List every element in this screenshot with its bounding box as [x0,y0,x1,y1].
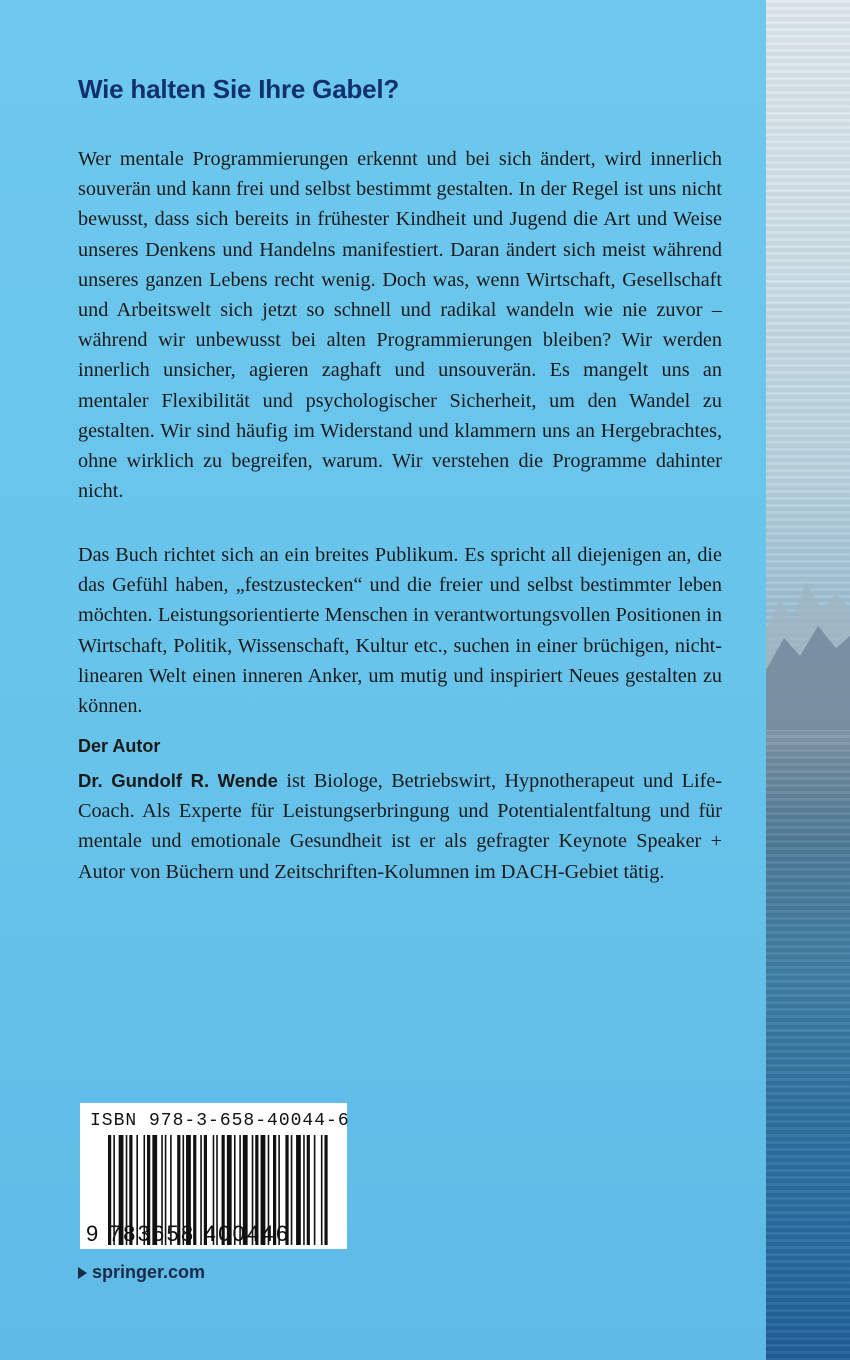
barcode-digits: 9 783658 400446 [86,1221,291,1246]
lake-photo-strip [766,0,850,1360]
barcode-bar [291,1135,293,1245]
author-name: Dr. Gundolf R. Wende [78,770,278,791]
barcode-bar [324,1135,327,1245]
page-title: Wie halten Sie Ihre Gabel? [78,74,400,104]
description-paragraph-2: Das Buch richtet sich an ein breites Publikum. Es spricht all diejenigen an, die das Gefühl haben, „festzustecken“ und die freier und selbst bestimmter leben möchten. Leistungsorientierte Menschen in verantwortungsvollen Positionen in Wirtschaft, Politik, Wissenschaft, Kultur etc., suchen in einer brüchigen, nicht-linearen Welt einen inneren Anker, um mutig und inspiriert Neues gestalten zu können. [78,544,722,718]
isbn-barcode-box [80,1103,350,1249]
barcode-bar [321,1135,323,1245]
barcode-bar [307,1135,310,1245]
author-bio [78,766,722,887]
publisher-link-text: springer.com [92,1262,206,1282]
publisher-link[interactable] [78,1262,205,1283]
barcode-bar [303,1135,305,1245]
description-paragraph-1: Wer mentale Programmierungen erkennt und bei sich ändert, wird innerlich souverän und kann frei und selbst bestimmt gestalten. In der Regel ist uns nicht bewusst, dass sich bereits in frühester Kindheit und Jugend die Art und Weise unseres Denkens und Handelns manifestiert. Daran ändert sich meist während unseres ganzen Lebens recht wenig. Doch was, wenn Wirtschaft, Gesellschaft und Arbeitswelt sich jetzt so schnell und radikal wandeln wie nie zuvor – während wir unbewusst bei alten Programmierungen bleiben? Wir werden innerlich unsicher, agieren zaghaft und unsouverän. Es mangelt uns an mentaler Flexibilität und psychologischer Sicherheit, um den Wandel zu gestalten. Wir sind häufig im Widerstand und klammern uns an Hergebrachtes, ohne wirklich zu begreifen, warum. Wir verstehen die Programme dahinter nicht. [78,148,722,503]
author-bio-text: ist Biologe, Betriebswirt, Hypnotherapeut und Life-Coach. Als Experte für Leistungserbringung und Potentialentfaltung und für mentale und emotionale Gesundheit ist er als gefragter Keynote Speaker + Autor von Büchern und Zeitschriften-Kolumnen im DACH-Gebiet tätig. [78,770,722,883]
author-heading: Der Autor [78,736,161,756]
isbn-label: ISBN 978-3-658-40044-6 [90,1111,350,1131]
barcode-bar [296,1135,301,1245]
mountain-silhouette [766,560,850,730]
barcode-bar [314,1135,316,1245]
arrow-right-icon [78,1267,87,1279]
